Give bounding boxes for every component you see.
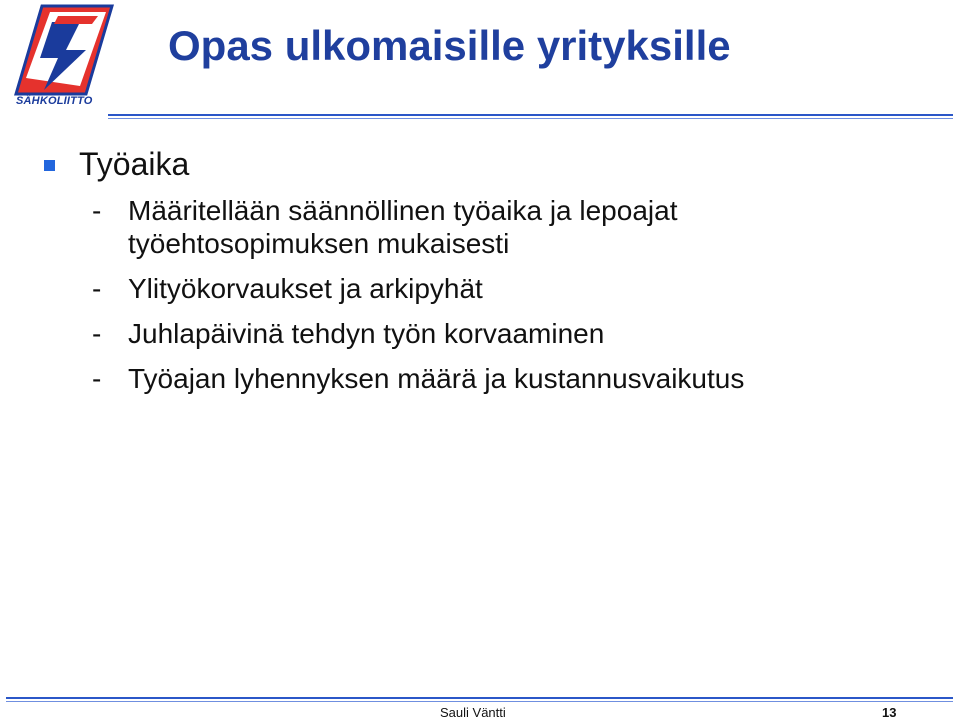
- list-item-text: Juhlapäivinä tehdyn työn korvaaminen: [128, 318, 605, 349]
- list-item: [44, 362, 944, 395]
- slide-content: [44, 144, 944, 407]
- list-item: [44, 317, 944, 350]
- list-item: [44, 272, 944, 305]
- dash-marker: -: [92, 318, 102, 349]
- page-title: Opas ulkomaisille yrityksille: [168, 22, 731, 69]
- main-bullet: [44, 144, 944, 184]
- footer-author: Sauli Väntti: [440, 705, 506, 720]
- header-divider: [108, 114, 953, 119]
- main-bullet-text: Työaika: [79, 145, 190, 182]
- square-bullet-icon: [44, 160, 55, 171]
- dash-marker: -: [92, 273, 102, 304]
- logo-text: SÄHKÖLIITTO: [16, 95, 93, 107]
- dash-marker: -: [92, 195, 102, 226]
- list-item-text: Työajan lyhennyksen määrä ja kustannusvaikutus: [128, 363, 745, 394]
- dash-marker: -: [92, 363, 102, 394]
- list-item-text: Ylityökorvaukset ja arkipyhät: [128, 273, 483, 304]
- lightning-logo-icon: [6, 2, 118, 98]
- footer-divider: [6, 697, 953, 702]
- page-number: 13: [882, 705, 897, 720]
- sahkoliitto-logo: [6, 2, 118, 110]
- sub-bullet-list: [44, 194, 944, 395]
- list-item-text: Määritellään säännöllinen työaika ja lepoajat työehtosopimuksen mukaisesti: [128, 195, 678, 259]
- list-item: [44, 194, 944, 260]
